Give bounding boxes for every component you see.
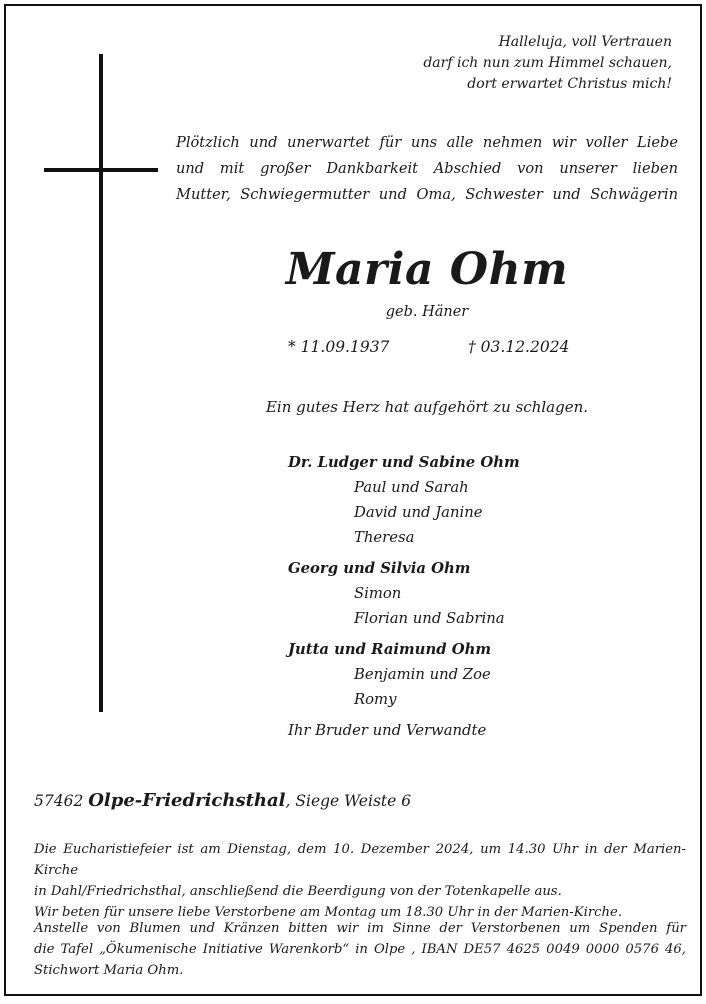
intro-line: und mit großer Dankbarkeit Abschied von unserer lieben — [176, 160, 678, 177]
family-group — [288, 637, 520, 712]
family-member: David und Janine — [354, 504, 483, 521]
family-member: Paul und Sarah — [354, 479, 469, 496]
family-member: Simon — [354, 585, 402, 602]
family-member: Theresa — [354, 529, 415, 546]
intro-line: Mutter, Schwiegermutter und Oma, Schwester und Schwägerin — [176, 186, 678, 203]
family-member: Romy — [354, 691, 397, 708]
relatives-line: Ihr Bruder und Verwandte — [288, 722, 487, 739]
service-line: Die Eucharistiefeier ist am Dienstag, dem 10. Dezember 2024, um 14.30 Uhr in der Marien-Kirche — [34, 842, 686, 878]
donation-line: Stichwort Maria Ohm. — [34, 963, 184, 978]
donation-line: die Tafel „Ökumenische Initiative Warenkorb“ in Olpe , IBAN DE57 4625 0049 0000 0576 46, — [34, 942, 686, 957]
mourners-list — [288, 450, 520, 743]
service-line: Wir beten für unsere liebe Verstorbene am Montag um 18.30 Uhr in der Marien-Kirche. — [34, 905, 623, 920]
psalm-line: dort erwartet Christus mich! — [467, 76, 672, 92]
cross-bar — [44, 168, 158, 172]
family-member: Florian und Sabrina — [354, 610, 505, 627]
family-group — [288, 556, 520, 631]
family-head: Jutta und Raimund Ohm — [288, 641, 492, 658]
maiden-name: geb. Häner — [385, 304, 469, 320]
family-head: Dr. Ludger und Sabine Ohm — [288, 454, 520, 471]
zip-code: 57462 — [34, 792, 84, 810]
service-line: in Dahl/Friedrichsthal, anschließend die Beerdigung von der Totenkapelle aus. — [34, 884, 562, 899]
city: Olpe-Friedrichsthal — [88, 790, 286, 811]
heart-quote: Ein gutes Herz hat aufgehört zu schlagen. — [265, 398, 589, 416]
psalm-verse — [423, 32, 672, 95]
psalm-line: darf ich nun zum Himmel schauen, — [423, 55, 672, 71]
donation-info — [34, 918, 686, 981]
street: , Siege Weiste 6 — [285, 792, 412, 810]
cross-icon — [99, 54, 103, 712]
family-group — [288, 450, 520, 550]
deceased-name: Maria Ohm — [285, 244, 569, 295]
birth-date: * 11.09.1937 — [288, 338, 390, 356]
family-member: Benjamin und Zoe — [354, 666, 491, 683]
family-head: Georg und Silvia Ohm — [288, 560, 471, 577]
intro-line: Plötzlich und unerwartet für uns alle nehmen wir voller Liebe — [176, 134, 678, 151]
death-date: † 03.12.2024 — [468, 338, 570, 356]
donation-line: Anstelle von Blumen und Kränzen bitten wir im Sinne der Verstorbenen um Spenden für — [34, 921, 686, 936]
psalm-line: Halleluja, voll Vertrauen — [498, 34, 672, 50]
obituary-notice — [4, 4, 702, 996]
intro-text — [176, 130, 678, 208]
service-info — [34, 839, 686, 923]
address — [34, 788, 411, 814]
